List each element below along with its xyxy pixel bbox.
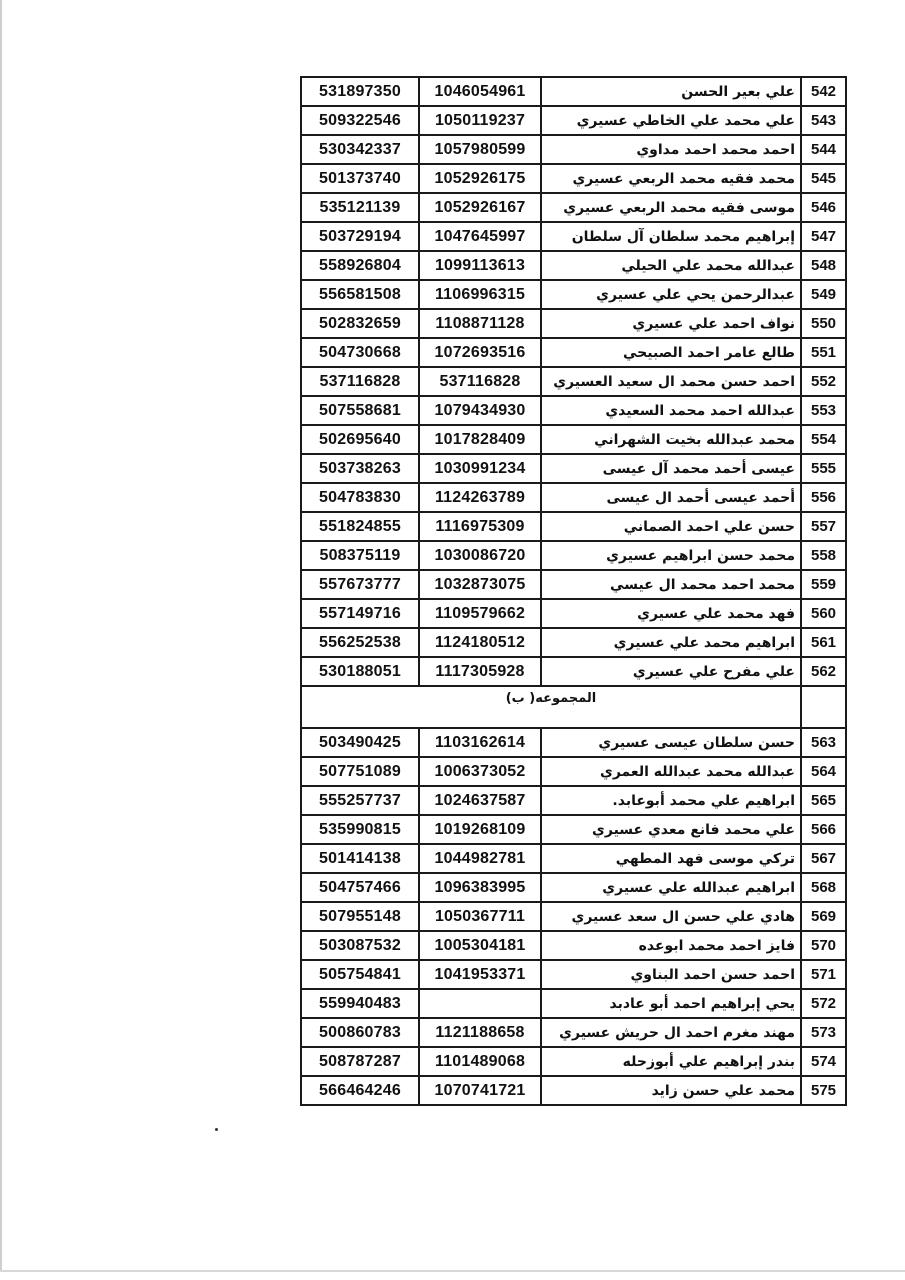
phone-cell: 556252538 [301,628,419,657]
name-cell: ابراهيم عبدالله علي عسيري [541,873,801,902]
id-number-cell: 1117305928 [419,657,541,686]
serial-number-cell: 560 [801,599,846,628]
id-number-cell: 1121188658 [419,1018,541,1047]
serial-number-cell: 549 [801,280,846,309]
phone-cell: 551824855 [301,512,419,541]
serial-number-cell: 565 [801,786,846,815]
name-cell: فايز احمد محمد ابوعده [541,931,801,960]
id-number-cell: 1099113613 [419,251,541,280]
serial-number-cell: 567 [801,844,846,873]
page-edge-left [0,0,2,1272]
id-number-cell: 1116975309 [419,512,541,541]
serial-number-cell: 552 [801,367,846,396]
id-number-cell: 1030086720 [419,541,541,570]
phone-cell: 507955148 [301,902,419,931]
serial-number-cell: 574 [801,1047,846,1076]
serial-number-cell: 551 [801,338,846,367]
table-row [301,454,846,483]
id-number-cell: 1108871128 [419,309,541,338]
id-number-cell: 1096383995 [419,873,541,902]
name-cell: أحمد عيسى أحمد ال عيسى [541,483,801,512]
serial-number-cell: 555 [801,454,846,483]
serial-number-cell: 542 [801,77,846,106]
serial-number-cell: 554 [801,425,846,454]
name-cell: محمد علي حسن زايد [541,1076,801,1105]
table-row [301,873,846,902]
table-row [301,1047,846,1076]
table-row [301,960,846,989]
id-number-cell: 1052926167 [419,193,541,222]
id-number-cell: 1124180512 [419,628,541,657]
phone-cell: 507751089 [301,757,419,786]
name-cell: عبدالله محمد علي الحيلي [541,251,801,280]
name-cell: موسى فقيه محمد الربعي عسيري [541,193,801,222]
id-number-cell [419,989,541,1018]
phone-cell: 530188051 [301,657,419,686]
id-number-cell: 1109579662 [419,599,541,628]
phone-cell: 502695640 [301,425,419,454]
serial-number-cell: 543 [801,106,846,135]
serial-number-cell: 572 [801,989,846,1018]
phone-cell: 557673777 [301,570,419,599]
phone-cell: 503738263 [301,454,419,483]
phone-cell: 535121139 [301,193,419,222]
id-number-cell: 1006373052 [419,757,541,786]
serial-number-cell: 563 [801,728,846,757]
serial-number-cell: 547 [801,222,846,251]
serial-number-cell: 562 [801,657,846,686]
phone-cell: 557149716 [301,599,419,628]
id-number-cell: 1079434930 [419,396,541,425]
table-row [301,815,846,844]
phone-cell: 507558681 [301,396,419,425]
scan-speck [215,1128,218,1131]
phone-cell: 556581508 [301,280,419,309]
phone-cell: 502832659 [301,309,419,338]
table-row [301,309,846,338]
table-row [301,367,846,396]
name-cell: محمد عبدالله بخيت الشهراني [541,425,801,454]
id-number-cell: 1024637587 [419,786,541,815]
page-edge-bottom [0,1270,905,1272]
name-cell: تركي موسى فهد المطهي [541,844,801,873]
id-number-cell: 1057980599 [419,135,541,164]
phone-cell: 508375119 [301,541,419,570]
group-b-label: المجموعه( ب) [301,686,801,728]
id-number-cell: 1005304181 [419,931,541,960]
serial-number-cell: 573 [801,1018,846,1047]
phone-cell: 501373740 [301,164,419,193]
table-row [301,599,846,628]
serial-number-cell: 553 [801,396,846,425]
serial-number-cell: 556 [801,483,846,512]
name-cell: يحي إبراهيم احمد أبو عادبد [541,989,801,1018]
table-row [301,628,846,657]
phone-cell: 504757466 [301,873,419,902]
name-cell: احمد حسن محمد ال سعيد العسيري [541,367,801,396]
id-number-cell: 1103162614 [419,728,541,757]
name-cell: مهند مغرم احمد ال حريش عسيري [541,1018,801,1047]
serial-number-cell: 550 [801,309,846,338]
table-row [301,483,846,512]
phone-cell: 535990815 [301,815,419,844]
name-cell: احمد محمد احمد مداوي [541,135,801,164]
name-cell: محمد فقيه محمد الربعي عسيري [541,164,801,193]
phone-cell: 508787287 [301,1047,419,1076]
table-row [301,512,846,541]
table-row [301,1076,846,1105]
phone-cell: 503087532 [301,931,419,960]
phone-cell: 555257737 [301,786,419,815]
id-number-cell: 1070741721 [419,1076,541,1105]
phone-cell: 537116828 [301,367,419,396]
roster-table [300,76,847,1106]
table-row [301,251,846,280]
serial-number-cell: 575 [801,1076,846,1105]
table-row [301,931,846,960]
id-number-cell: 1101489068 [419,1047,541,1076]
phone-cell: 503729194 [301,222,419,251]
id-number-cell: 537116828 [419,367,541,396]
serial-number-cell: 545 [801,164,846,193]
id-number-cell: 1046054961 [419,77,541,106]
phone-cell: 559940483 [301,989,419,1018]
table-row [301,657,846,686]
table-row [301,570,846,599]
name-cell: طالع عامر احمد الصبيحي [541,338,801,367]
group-b-empty-cell [801,686,846,728]
phone-cell: 566464246 [301,1076,419,1105]
name-cell: عبدالرحمن يحي علي عسيري [541,280,801,309]
table-row [301,77,846,106]
table-row [301,844,846,873]
serial-number-cell: 571 [801,960,846,989]
table-row [301,135,846,164]
table-row [301,193,846,222]
serial-number-cell: 548 [801,251,846,280]
name-cell: علي بعير الحسن [541,77,801,106]
table-row [301,280,846,309]
name-cell: إبراهيم محمد سلطان آل سلطان [541,222,801,251]
table-row [301,106,846,135]
serial-number-cell: 558 [801,541,846,570]
table-row [301,902,846,931]
id-number-cell: 1019268109 [419,815,541,844]
table-row [301,786,846,815]
phone-cell: 503490425 [301,728,419,757]
serial-number-cell: 559 [801,570,846,599]
id-number-cell: 1072693516 [419,338,541,367]
name-cell: ابراهيم علي محمد أبوعابد. [541,786,801,815]
phone-cell: 505754841 [301,960,419,989]
id-number-cell: 1052926175 [419,164,541,193]
group-header-row [301,686,846,728]
table-row [301,1018,846,1047]
name-cell: بندر إبراهيم علي أبوزحله [541,1047,801,1076]
serial-number-cell: 570 [801,931,846,960]
table-row [301,338,846,367]
phone-cell: 558926804 [301,251,419,280]
serial-number-cell: 561 [801,628,846,657]
name-cell: علي محمد فانع معدي عسيري [541,815,801,844]
name-cell: فهد محمد علي عسيري [541,599,801,628]
id-number-cell: 1106996315 [419,280,541,309]
name-cell: علي محمد علي الخاطي عسيري [541,106,801,135]
serial-number-cell: 569 [801,902,846,931]
serial-number-cell: 544 [801,135,846,164]
serial-number-cell: 564 [801,757,846,786]
table-row [301,757,846,786]
serial-number-cell: 566 [801,815,846,844]
name-cell: حسن علي احمد الصماني [541,512,801,541]
serial-number-cell: 546 [801,193,846,222]
serial-number-cell: 557 [801,512,846,541]
table-row [301,989,846,1018]
phone-cell: 501414138 [301,844,419,873]
phone-cell: 531897350 [301,77,419,106]
id-number-cell: 1044982781 [419,844,541,873]
name-cell: عبدالله محمد عبدالله العمري [541,757,801,786]
table-row [301,164,846,193]
phone-cell: 500860783 [301,1018,419,1047]
name-cell: احمد حسن احمد البناوي [541,960,801,989]
id-number-cell: 1050119237 [419,106,541,135]
id-number-cell: 1030991234 [419,454,541,483]
table-row [301,222,846,251]
name-cell: عبدالله احمد محمد السعيدي [541,396,801,425]
serial-number-cell: 568 [801,873,846,902]
roster-body [301,77,846,1105]
id-number-cell: 1017828409 [419,425,541,454]
id-number-cell: 1047645997 [419,222,541,251]
id-number-cell: 1050367711 [419,902,541,931]
phone-cell: 530342337 [301,135,419,164]
name-cell: محمد حسن ابراهيم عسيري [541,541,801,570]
name-cell: نواف احمد علي عسيري [541,309,801,338]
name-cell: هادي علي حسن ال سعد عسيري [541,902,801,931]
name-cell: حسن سلطان عيسى عسيري [541,728,801,757]
id-number-cell: 1041953371 [419,960,541,989]
table-row [301,425,846,454]
name-cell: ابراهيم محمد علي عسيري [541,628,801,657]
table-row [301,396,846,425]
name-cell: عيسى أحمد محمد آل عيسى [541,454,801,483]
name-cell: محمد احمد محمد ال عيسي [541,570,801,599]
id-number-cell: 1032873075 [419,570,541,599]
table-row [301,728,846,757]
table-row [301,541,846,570]
phone-cell: 504783830 [301,483,419,512]
phone-cell: 509322546 [301,106,419,135]
id-number-cell: 1124263789 [419,483,541,512]
name-cell: علي مفرح علي عسيري [541,657,801,686]
phone-cell: 504730668 [301,338,419,367]
